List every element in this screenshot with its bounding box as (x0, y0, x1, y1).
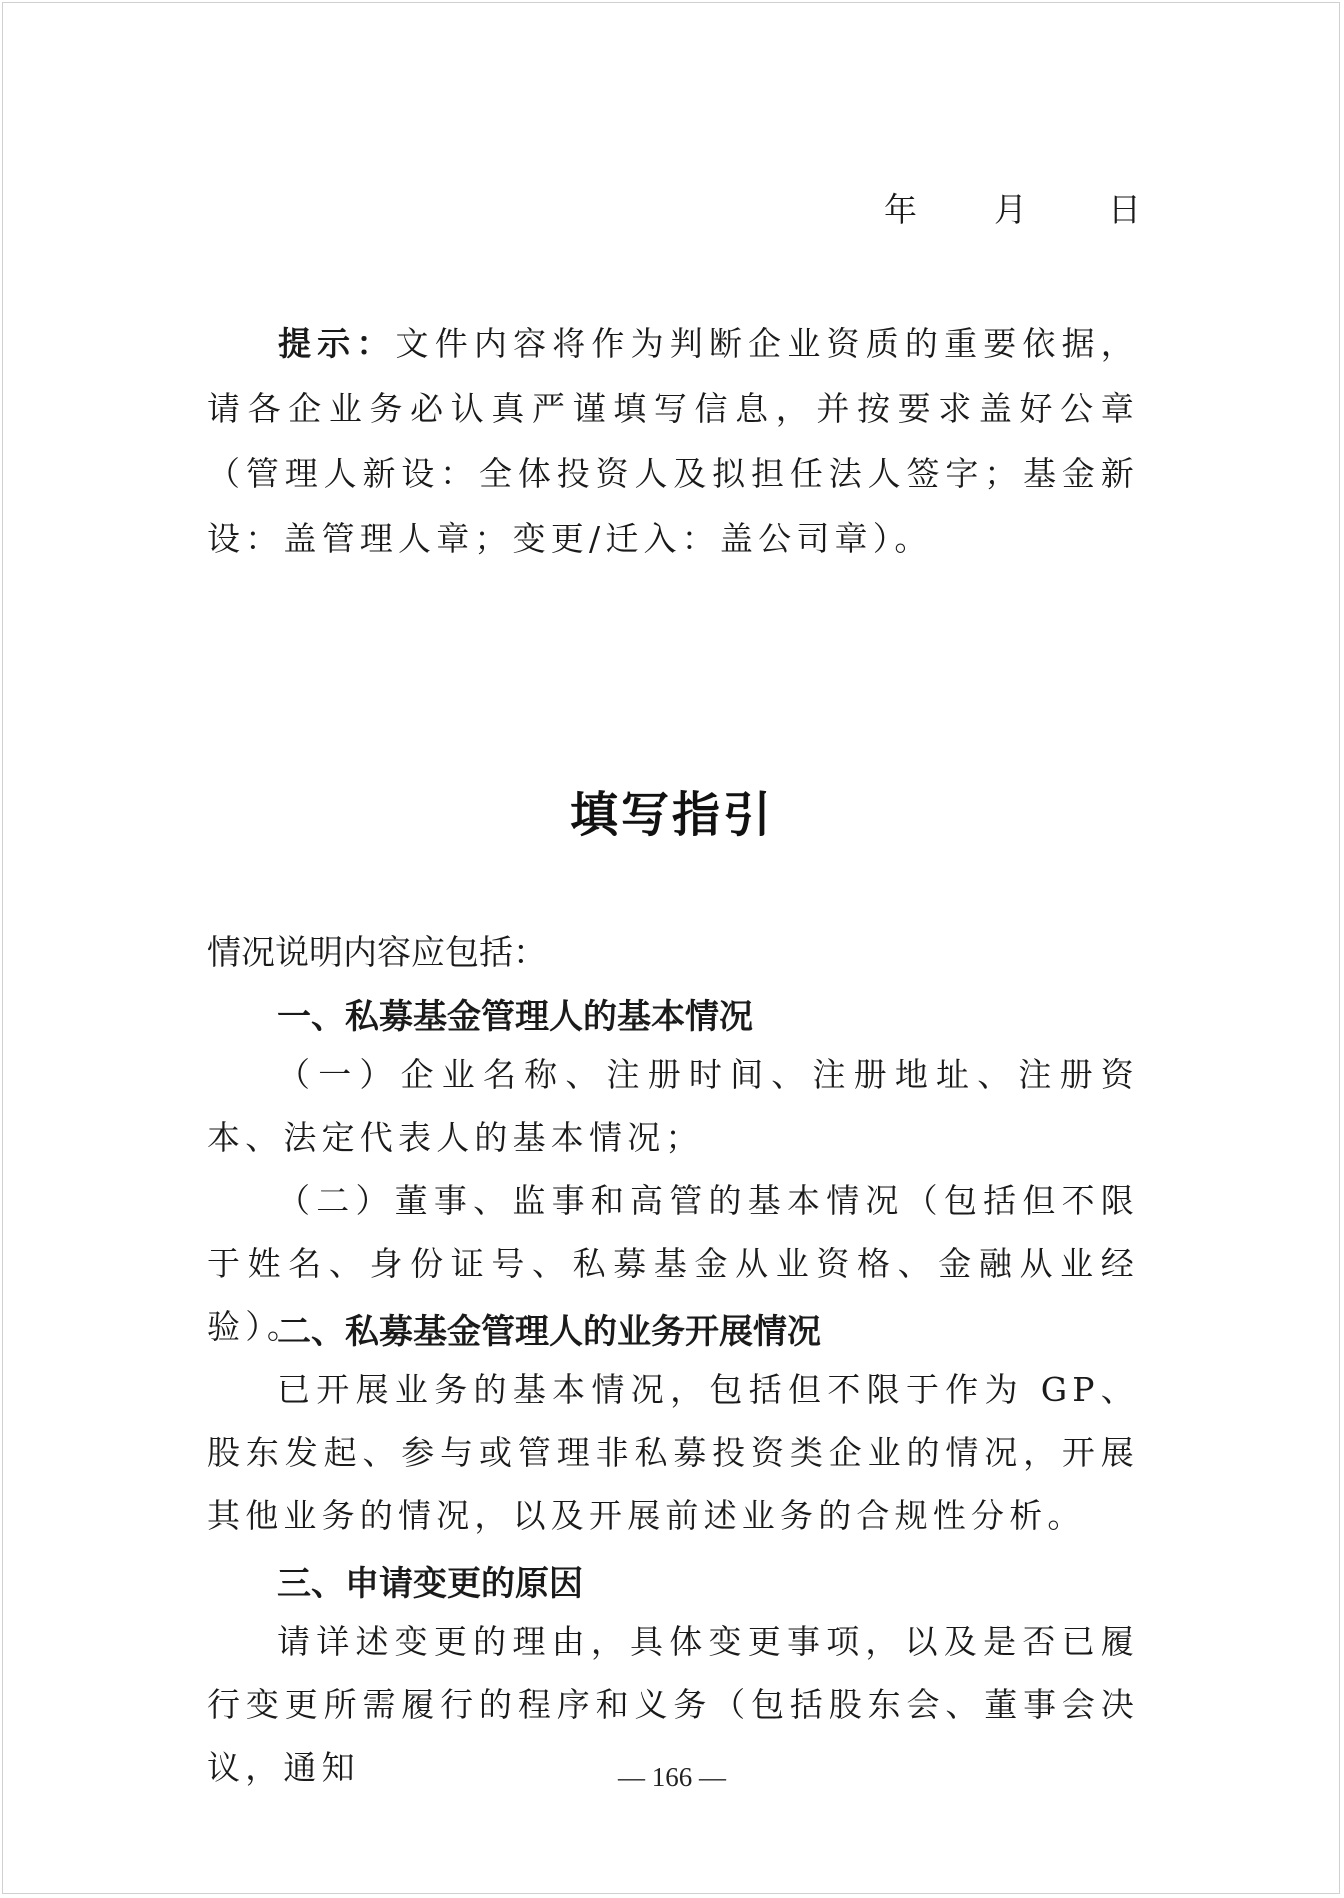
date-day-label: 日 (1108, 190, 1141, 229)
section-1-item-1: （一）企业名称、注册时间、注册地址、注册资本、法定代表人的基本情况； (207, 1055, 1139, 1157)
date-month-label: 月 (994, 190, 1027, 229)
tip-paragraph (207, 311, 1139, 571)
section-1-heading: 一、私募基金管理人的基本情况 (277, 997, 753, 1037)
tip-text: 文件内容将作为判断企业资质的重要依据，请各企业务必认真严谨填写信息，并按要求盖好公章（管理人新设：全体投资人及拟担任法人签字；基金新设：盖管理人章；变更/迁入：盖公司章）。 (207, 324, 1139, 558)
section-2-heading: 二、私募基金管理人的业务开展情况 (277, 1312, 821, 1352)
date-line (884, 184, 1144, 234)
guide-intro: 情况说明内容应包括： (207, 933, 547, 973)
section-3-heading: 三、申请变更的原因 (277, 1564, 583, 1604)
section-2-text: 已开展业务的基本情况，包括但不限于作为 GP、股东发起、参与或管理非私募投资类企业的情况，开展其他业务的情况，以及开展前述业务的合规性分析。 (207, 1370, 1139, 1535)
section-1-item-2: （二）董事、监事和高管的基本情况（包括但不限于姓名、身份证号、私募基金从业资格、金融从业经验）。 (207, 1181, 1139, 1346)
section-3-text: 请详述变更的理由，具体变更事项，以及是否已履行变更所需履行的程序和义务（包括股东会、董事会决议，通知 (207, 1622, 1139, 1787)
date-year-label: 年 (884, 190, 917, 229)
tip-label: 提示： (277, 324, 396, 363)
page-number: — 166 — (618, 1762, 726, 1792)
guide-title: 填写指引 (569, 787, 774, 843)
